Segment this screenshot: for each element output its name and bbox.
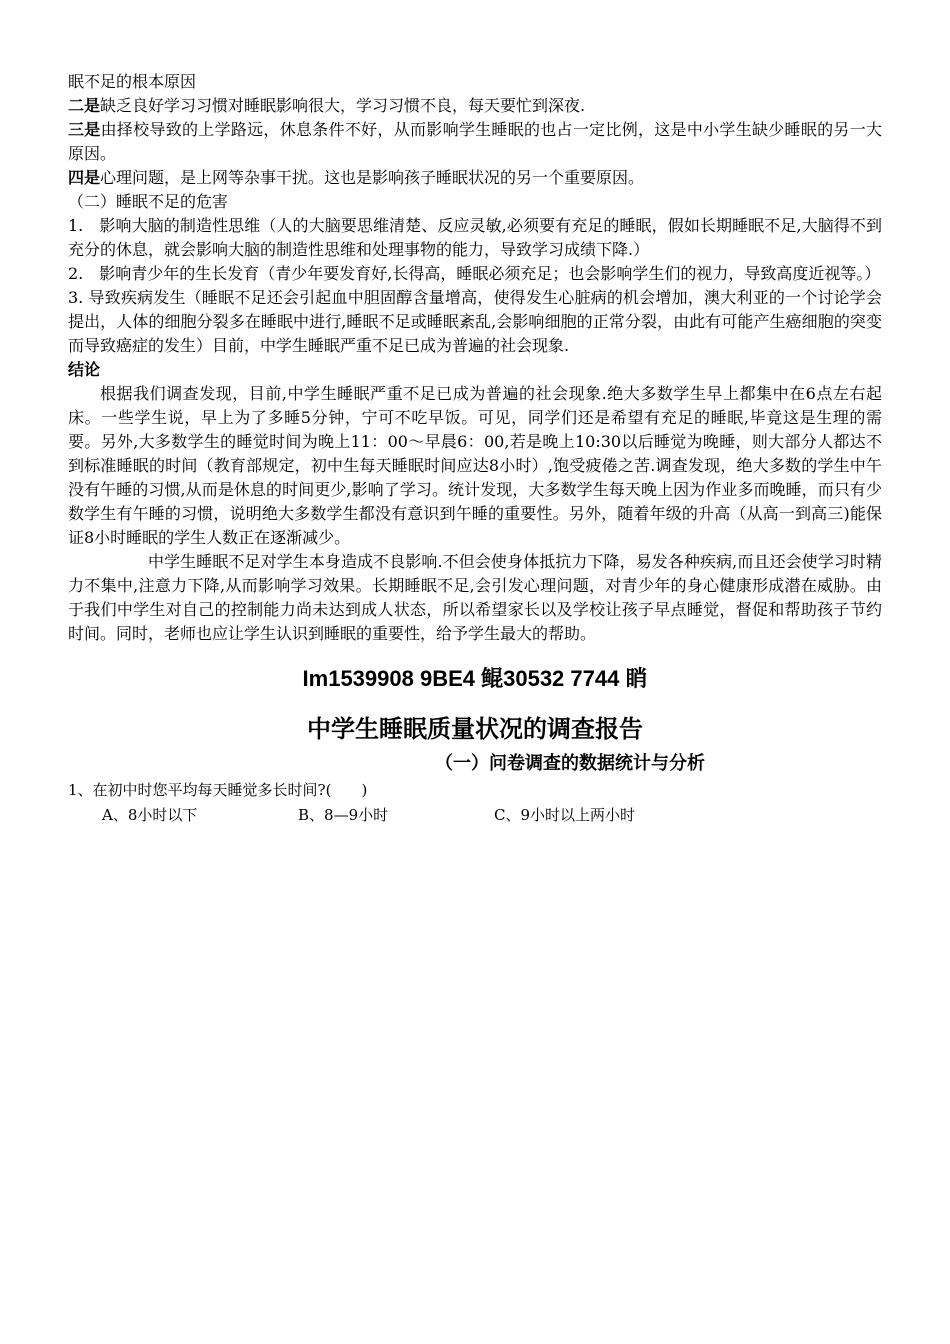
- option-c: C、9小时以上两小时: [494, 806, 636, 824]
- document-page: [68, 70, 882, 828]
- report-subtitle: （一）问卷调查的数据统计与分析: [435, 753, 705, 774]
- harm-item: 3. 导致疾病发生（睡眠不足还会引起血中胆固醇含量增高，使得发生心脏病的机会增加，澳大利亚的一个讨论学会提出，人体的细胞分裂多在睡眠中进行,睡眠不足或睡眠紊乱,会影响细胞的正常分裂，由此有可能产生癌细胞的突变而导致癌症的发生）目前，中学生睡眠严重不足已成为普遍的社会现象.: [68, 288, 882, 355]
- conclusion-heading: 结论: [68, 360, 101, 379]
- code-line: Im1539908 9BE4 鲲30532 7744 睄: [302, 666, 648, 691]
- cause-text: 心理问题，是上网等杂事干扰。这也是影响孩子睡眠状况的另一个重要原因。: [100, 168, 645, 187]
- conclusion-paragraph: 中学生睡眠不足对学生本身造成不良影响.不但会使身体抵抗力下降，易发各种疾病,而且还会使学习时精力不集中,注意力下降,从而影响学习效果。长期睡眠不足,会引发心理问题，对青少年的身心健康形成潜在威胁。由于我们中学生对自己的控制能力尚未达到成人状态，所以希望家长以及学校让孩子早点睡觉，督促和帮助孩子节约时间。同时，老师也应让学生认识到睡眠的重要性，给予学生最大的帮助。: [68, 552, 882, 643]
- continuation-text: 眠不足的根本原因: [68, 72, 197, 91]
- cause-item: [68, 118, 882, 166]
- answer-options: [68, 802, 882, 828]
- cause-item: [68, 166, 882, 190]
- option-b: B、8—9小时: [298, 806, 389, 824]
- harm-item: 1. 影响大脑的制造性思维（人的大脑要思维清楚、反应灵敏,必须要有充足的睡眠，假如长期睡眠不足,大脑得不到充分的休息，就会影响大脑的制造性思维和处理事物的能力，导致学习成绩下降.）: [68, 216, 882, 259]
- cause-text: 缺乏良好学习习惯对睡眠影响很大，学习习惯不良，每天要忙到深夜.: [100, 96, 586, 115]
- option-a: A、8小时以下: [102, 806, 198, 824]
- question-text: 1、在初中时您平均每天睡觉多长时间?( ): [68, 781, 368, 799]
- cause-lead: 三是: [68, 120, 101, 139]
- cause-text: 由择校导致的上学路远，休息条件不好，从而影响学生睡眠的也占一定比例，这是中小学生缺少睡眠的另一大原因。: [68, 120, 882, 163]
- harm-heading: （二）睡眠不足的危害: [68, 192, 229, 211]
- cause-lead: 四是: [68, 168, 101, 187]
- cause-lead: 二是: [68, 96, 101, 115]
- conclusion-paragraph: 根据我们调查发现，目前,中学生睡眠严重不足已成为普遍的社会现象.绝大多数学生早上都集中在6点左右起床。一些学生说，早上为了多睡5分钟，宁可不吃早饭。可见，同学们还是希望有充足的睡眠,毕竟这是生理的需要。另外,大多数学生的睡觉时间为晚上11：00～早晨6：00,若是晚上10:30以后睡觉为晚睡，则大部分人都达不到标准睡眠的时间（教育部规定，初中生每天睡眠时间应达8小时）,饱受疲倦之苦.调查发现，绝大多数的学生中午没有午睡的习惯,从而是休息的时间更少,影响了学习。统计发现，大多数学生每天晚上因为作业多而晚睡，而只有少数学生有午睡的习惯，说明绝大多数学生都没有意识到午睡的重要性。另外，随着年级的升高（从高一到高三)能保证8小时睡眠的学生人数正在逐渐减少。: [68, 384, 882, 547]
- cause-item: [68, 94, 882, 118]
- harm-item: 2. 影响青少年的生长发育（青少年要发育好,长得高，睡眠必须充足；也会影响学生们的视力，导致高度近视等。）: [68, 264, 881, 283]
- report-title: 中学生睡眠质量状况的调查报告: [307, 714, 643, 743]
